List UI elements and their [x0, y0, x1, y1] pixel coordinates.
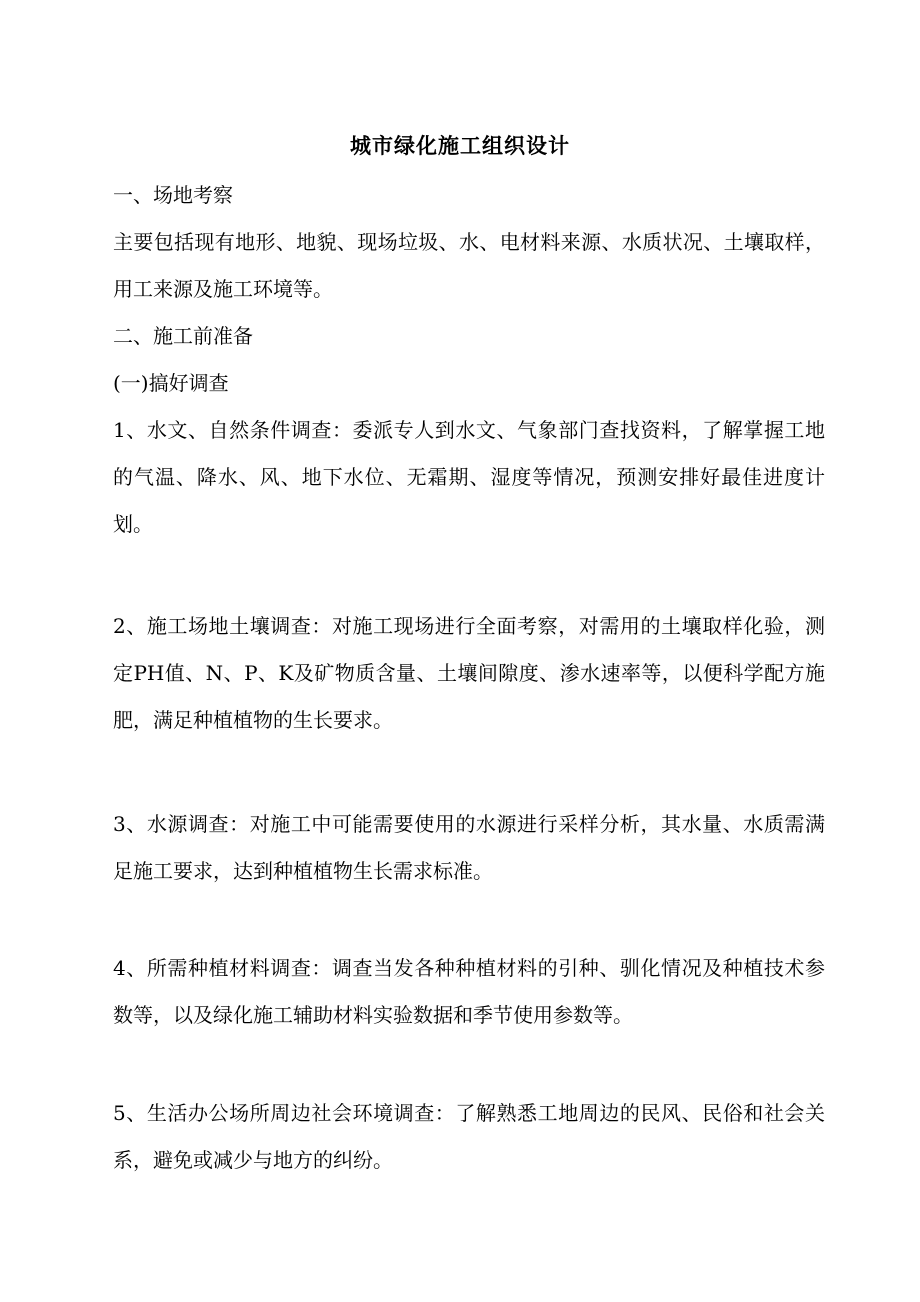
item-block-materials — [113, 945, 825, 1039]
section-one — [113, 172, 825, 548]
item-hydrology-survey: 1、水文、自然条件调查：委派专人到水文、气象部门查找资料，了解掌握工地的气温、降水、风、地下水位、无霜期、湿度等情况，预测安排好最佳进度计划。 — [113, 418, 825, 536]
site-survey-paragraph: 主要包括现有地形、地貌、现场垃圾、水、电材料来源、水质状况、土壤取样，用工来源及施工环境等。 — [113, 230, 825, 301]
section-heading-preparation: 二、施工前准备 — [113, 324, 253, 348]
document-title: 城市绿化施工组织设计 — [350, 133, 570, 158]
item-block-water — [113, 801, 825, 895]
item-block-soil — [113, 603, 825, 744]
item-soil-survey: 2、施工场地土壤调查：对施工现场进行全面考察，对需用的土壤取样化验，测定PH值、N、P、K及矿物质含量、土壤间隙度、渗水速率等，以便科学配方施肥，满足种植植物的生长要求。 — [113, 614, 825, 732]
section-heading-site-survey: 一、场地考察 — [113, 183, 233, 207]
item-block-environment — [113, 1090, 825, 1184]
item-water-source-survey: 3、水源调查：对施工中可能需要使用的水源进行采样分析，其水量、水质需满足施工要求，达到种植植物生长需求标准。 — [113, 812, 825, 883]
item-social-environment-survey: 5、生活办公场所周边社会环境调查：了解熟悉工地周边的民风、民俗和社会关系，避免或减少与地方的纠纷。 — [113, 1101, 825, 1172]
item-planting-materials-survey: 4、所需种植材料调查：调查当发各种种植材料的引种、驯化情况及种植技术参数等，以及绿化施工辅助材料实验数据和季节使用参数等。 — [113, 956, 825, 1027]
subsection-heading-investigation: (一)搞好调查 — [113, 371, 229, 395]
